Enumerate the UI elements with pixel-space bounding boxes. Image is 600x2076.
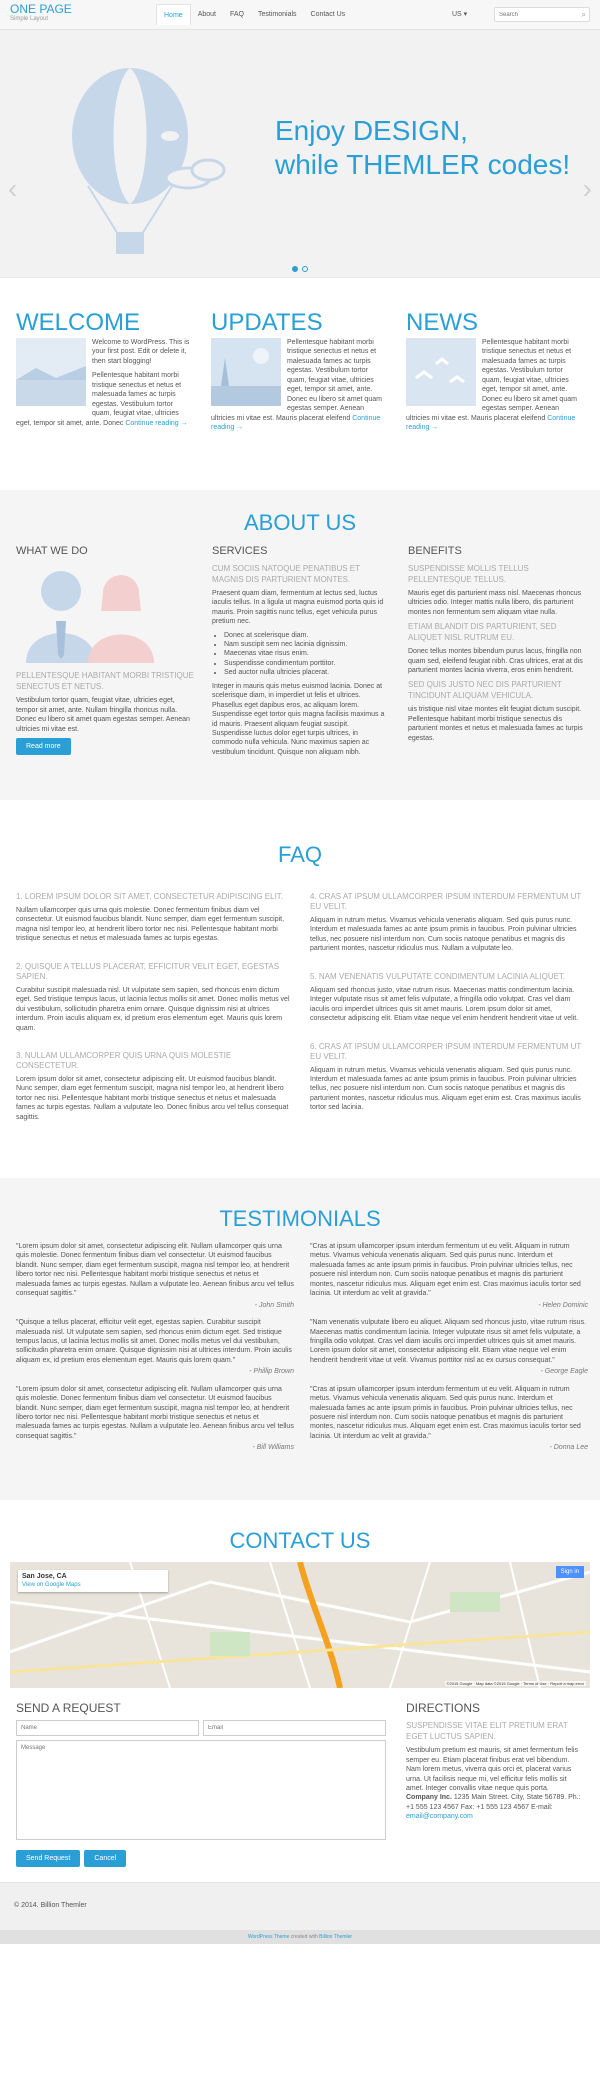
post-title[interactable]: WELCOME <box>16 309 141 336</box>
faq-right-column <box>310 892 588 1140</box>
list-item: • Donec at scelerisque diam. <box>224 631 390 640</box>
testimonial-author: - George Eagle <box>540 1368 588 1376</box>
post-welcome <box>16 310 194 437</box>
post-columns <box>16 310 586 437</box>
what-we-do-column <box>16 544 194 761</box>
testimonial-quote: "Nam venenatis vulputate libero eu aliquet. Aliquam sed rhoncus justo, vitae rutrum risus. Maecenas mattis condimentum lacinia. Integer vulputate risus sit amet felis vulputate, a fringilla odio volutpat. Cras vel diam iaculis orci imperdiet ultrices quis sit amet mauris. Lorem ipsum dolor sit amet, consectetur adipiscing elit. Etiam vitae neque vel enim hendrerit hendrerit vitae ut velit. Vivamus porttitor nisl ac ex cursus consequat." <box>310 1319 587 1364</box>
post-thumbnail[interactable] <box>211 338 281 406</box>
hero-slider <box>0 30 600 278</box>
search-box <box>494 7 590 22</box>
continue-reading-link[interactable]: Continue reading → <box>406 414 576 431</box>
language-dropdown[interactable]: US ▾ <box>452 11 468 18</box>
post-excerpt-2: Pellentesque habitant morbi tristique senectus et netus et malesuada fames ac turpis egestas. Vestibulum tortor quam, feugiat vitae, ultricies eget, tempor sit amet, ante. Donec <box>16 372 182 427</box>
contact-title: CONTACT US <box>229 1528 371 1553</box>
footer <box>0 1882 600 1930</box>
main-nav <box>156 4 352 25</box>
testimonial-author: - Bill Williams <box>252 1444 294 1452</box>
email-link[interactable]: email@company.com <box>406 1813 473 1821</box>
directions-sub: SUSPENDISSE VITAE ELIT PRETIUM ERAT EGET LUCTUS SAPIEN. <box>406 1721 568 1742</box>
post-excerpt: Pellentesque habitant morbi tristique senectus et netus et malesuada fames ac turpis egestas. Vestibulum tortor quam, feugiat vitae, ultricies eget, tempor sit amet, ante. Donec eu libero sit amet quam egestas semper. Aenean ultricies mi vitae est. Mauris placerat eleifend <box>406 339 577 422</box>
view-on-google-maps-link[interactable]: View on Google Maps <box>22 1582 81 1589</box>
faq-answer: Aliquam in rutrum metus. Vivamus vehicula venenatis aliquam. Sed quis purus nunc. Interdum et malesuada fames ac ante ipsum primis in faucibus. Proin pulvinar ultricies tellus, nec posuere nisl interdum non. Cum sociis natoque penatibus et magnis dis parturient montes, nascetur ridiculus mus. Aliquam eget enim est. Cras maximus iaculis tortor sed lacinia. <box>310 1066 581 1112</box>
google-map[interactable] <box>10 1562 590 1688</box>
benefits-text-2: Donec tellus montes bibendum purus lacus, fringilla non quam sed, eleifend feugiat nibh. Cras ultrices, erat at dis parturient montes lacinia viverra, eros enim hendrerit. <box>408 648 583 675</box>
testimonial-quote: "Lorem ipsum dolor sit amet, consectetur adipiscing elit. Nullam ullamcorper quis urna quis molestie. Donec fermentum finibus diam vel consectetur. Ut euismod faucibus blandit. Nunc semper, diam eget fermentum suscipit, magna nisl tempor leo, at hendrerit libero tortor nec nisi. Pellentesque habitant morbi tristique senectus et netus et malesuada fames ac turpis egestas. Nullam a vulputate leo. Aenean finibus arcu vel tellus consequat sagittis." <box>16 1243 294 1298</box>
faq-section <box>0 840 600 1121</box>
brand-title[interactable]: ONE PAGE <box>10 2 72 16</box>
services-sub: CUM SOCIIS NATOQUE PENATIBUS ET MAGNIS DIS PARTURIENT MONTES. <box>212 563 360 584</box>
nav-contact[interactable]: Contact Us <box>310 11 346 18</box>
list-item: • Suspendisse condimentum porttitor. <box>224 659 390 668</box>
faq-answer: Nullam ullamcorper quis urna quis molestie. Donec fermentum finibus diam vel consectetur. Ut euismod faucibus blandit. Nunc semper, diam eget fermentum suscipit, magna nisl tempor leo, at hendrerit libero tortor nec nisi. Pellentesque habitant morbi tristique senectus et netus et malesuada fames ac turpis egestas. <box>16 907 285 943</box>
brand-subtitle: Simple Layout <box>10 16 49 22</box>
testimonials-left-column <box>16 1242 294 1461</box>
search-input[interactable] <box>495 8 575 21</box>
services-list <box>224 631 390 678</box>
company-address <box>406 1793 584 1821</box>
services-text-2: Integer in mauris quis metus euismod lacinia. Donec at scelerisque diam, in imperdiet ut felis et ultrices. Phasellus eget dapibus eros, ac aliquam lorem. Suspendisse eget tortor quis magna facilisis maximus a id mauris. Praesent aliquam feugiat suscipit. Suspendisse luctus dolor eget turpis ultrices, in commodo nulla vehicula. Nunc maximus sapien ac vestibulum tincidunt. Quisque non aliquam nibh. <box>212 682 385 756</box>
list-item: • Sed auctor nulla ultricies placerat. <box>224 668 390 677</box>
what-we-do-sub: PELLENTESQUE HABITANT MORBI TRISTIQUE SENECTUS ET NETUS. <box>16 671 194 692</box>
slider-indicators <box>292 266 308 272</box>
send-request-button[interactable]: Send Request <box>16 1850 80 1867</box>
faq-answer: Aliquam sed rhoncus justo, vitae rutrum risus. Maecenas mattis condimentum lacinia. Integer vulputate risus sit amet felis vulputate, a fringilla odio volutpat. Cras vel diam iaculis orci imperdiet ultrices quis sit amet mauris. Lorem ipsum dolor sit amet, consectetur adipiscing elit. Etiam vitae neque vel enim hendrerit hendrerit vitae ut velit. <box>310 986 579 1023</box>
nav-home[interactable]: Home <box>156 4 191 25</box>
benefits-sub-3: SED QUIS JUSTO NEC DIS PARTURIENT TINCIDUNT ALIQUAM VEHICULA. <box>408 680 562 701</box>
company-name: Company Inc. <box>406 1794 452 1802</box>
benefits-sub-1: SUSPENDISSE MOLLIS TELLUS PELLENTESQUE TELLUS. <box>408 563 529 584</box>
post-title[interactable]: UPDATES <box>211 309 323 336</box>
copyright-text: © 2014. Billion Themler <box>14 1902 87 1909</box>
post-thumbnail[interactable] <box>16 338 86 406</box>
people-icon <box>16 563 166 663</box>
list-item: • Maecenas vitae risus enim. <box>224 649 390 658</box>
faq-question[interactable]: 4. CRAS AT IPSUM ULLAMCORPER IPSUM INTERDUM FERMENTUM UT EU VELIT. <box>310 892 582 911</box>
nav-about[interactable]: About <box>197 11 216 18</box>
testimonial-author: - Donna Lee <box>549 1444 588 1452</box>
testimonial-author: - Helen Dominic <box>538 1301 588 1309</box>
faq-answer: Lorem ipsum dolor sit amet, consectetur adipiscing elit. Ut euismod faucibus blandit. Nunc semper, diam eget fermentum suscipit, magna nisl tempor leo, at hendrerit libero tortor nec nisi. Pellentesque habitant morbi tristique senectus et netus et malesuada fames ac turpis egestas. Nullam a vulputate leo. Donec finibus arcu vel tellus consequat sagittis. <box>16 1075 289 1121</box>
services-heading: SERVICES <box>212 545 268 557</box>
map-place-name: San Jose, CA <box>22 1573 67 1580</box>
post-updates <box>211 310 389 437</box>
benefits-column <box>408 544 586 761</box>
read-more-button[interactable]: Read more <box>16 738 71 755</box>
continue-reading-link[interactable]: Continue reading → <box>125 419 188 427</box>
name-field[interactable] <box>16 1720 199 1736</box>
slide-line-2: while THEMLER codes! <box>275 149 571 180</box>
post-excerpt: Pellentesque habitant morbi tristique senectus et netus et malesuada fames ac turpis egestas. Vestibulum tortor quam, feugiat vitae, ultricies eget, tempor sit amet, ante. Donec eu libero sit amet quam egestas semper. Aenean ultricies mi vitae est. Mauris placerat eleifend <box>211 339 382 422</box>
wordpress-theme-link[interactable]: WordPress Theme <box>247 1934 290 1940</box>
post-thumbnail[interactable] <box>406 338 476 406</box>
testimonial-quote: "Cras at ipsum ullamcorper ipsum interdum fermentum ut eu velit. Aliquam in rutrum metus. Vivamus vehicula venenatis aliquam. Sed quis purus nunc. Interdum et malesuada fames ac ante ipsum primis in faucibus. Proin pulvinar ultricies tellus, nec posuere nisl interdum non. Cum sociis natoque penatibus et magnis dis parturient montes, nascetur ridiculus mus. Aliquam eget enim est. Cras maximus iaculis tortor sed lacinia. Ut interdum ac velit at gravida." <box>310 1385 581 1440</box>
slide-line-1: Enjoy DESIGN, <box>275 115 468 146</box>
list-item: • Nam suscipit sem nec lacinia dignissim. <box>224 640 390 649</box>
nav-testimonials[interactable]: Testimonials <box>258 11 297 18</box>
post-news <box>406 310 584 437</box>
nav-faq[interactable]: FAQ <box>229 11 244 18</box>
site-header <box>0 0 600 30</box>
post-excerpt: Welcome to WordPress. This is your first post. Edit or delete it, then start blogging! <box>92 339 190 365</box>
address-text: 1235 Main Street. City, State 56789. Ph.: +1 555 123 4567 Fax: +1 555 123 4567 E-mail: <box>406 1794 581 1811</box>
services-column <box>212 544 390 761</box>
about-title: ABOUT US <box>243 510 357 535</box>
map-signin-button[interactable]: Sign in <box>556 1566 584 1578</box>
slide-headline <box>275 114 570 182</box>
faq-question[interactable]: 6. CRAS AT IPSUM ULLAMCORPER IPSUM INTERDUM FERMENTUM UT EU VELIT. <box>310 1041 582 1061</box>
faq-answer: Aliquam in rutrum metus. Vivamus vehicula venenatis aliquam. Sed quis purus nunc. Interdum et malesuada fames ac ante ipsum primis in faucibus. Proin pulvinar ultricies tellus, nec posuere nisl interdum non. Cum sociis natoque penatibus et magnis dis parturient montes, nascetur ridiculus mus. Nullam a vulputate leo. <box>310 917 577 953</box>
slider-dot-2[interactable] <box>302 266 308 272</box>
footer-credit <box>0 1930 600 1944</box>
benefits-text-3: uis tristique nisl vitae montes elit feugiat dictum suscipit. Pellentesque habitant morbi tristique senectus dis parturient montes et netus et malesuada fames ac turpis egestas. <box>408 706 583 742</box>
directions-title: DIRECTIONS <box>406 1701 481 1715</box>
post-title[interactable]: NEWS <box>406 309 478 336</box>
map-attribution: ©2015 Google · Map data ©2015 Google · Terms of Use · Report a map error <box>446 1680 584 1686</box>
benefits-sub-2: ETIAM BLANDIT DIS PARTURIENT, SED ALIQUET NISL RUTRUM EU. <box>408 622 557 643</box>
faq-question[interactable]: 1. LOREM IPSUM DOLOR SIT AMET, CONSECTETUR ADIPISCING ELIT. <box>16 892 284 901</box>
brand[interactable] <box>10 3 72 23</box>
credit-text: created with <box>290 1934 318 1940</box>
hot-air-balloon-illustration <box>58 66 238 266</box>
testimonials-section <box>0 1178 600 1500</box>
cancel-button[interactable]: Cancel <box>84 1850 126 1867</box>
search-icon[interactable]: ⌕ <box>581 10 586 19</box>
request-title: SEND A REQUEST <box>16 1701 121 1715</box>
faq-title: FAQ <box>277 842 322 867</box>
testimonial-author: - John Smith <box>254 1301 294 1309</box>
testimonial-author: - Phillip Brown <box>249 1368 294 1376</box>
testimonial-quote: "Cras at ipsum ullamcorper ipsum interdum fermentum ut eu velit. Aliquam in rutrum metus. Vivamus vehicula venenatis aliquam. Sed quis purus nunc. Interdum et malesuada fames ac ante ipsum primis in faucibus. Proin pulvinar ultricies tellus, nec posuere nisl interdum non. Cum sociis natoque penatibus et magnis dis parturient montes, nascetur ridiculus mus. Aliquam eget enim est. Cras maximus iaculis tortor sed lacinia. Ut interdum ac velit at gravida." <box>310 1243 581 1298</box>
benefits-heading: BENEFITS <box>408 545 462 557</box>
email-field[interactable] <box>203 1720 386 1736</box>
testimonial-quote: "Lorem ipsum dolor sit amet, consectetur adipiscing elit. Nullam ullamcorper quis urna quis molestie. Donec fermentum finibus diam vel consectetur. Ut euismod faucibus blandit. Nunc semper, diam eget fermentum suscipit, magna nisl tempor leo, at hendrerit libero tortor nec nisi. Pellentesque habitant morbi tristique senectus et netus et malesuada fames ac turpis egestas. Nullam a vulputate leo. Aenean finibus arcu vel tellus consequat sagittis." <box>16 1385 294 1440</box>
services-text: Praesent quam diam, fermentum at lectus sed, luctus iaculis tellus. In a ligula ut magna euismod porta quis id mauris. Proin sagittis nunc tellus, eget vehicula purus pretium nec. <box>212 589 384 626</box>
what-we-do-heading: WHAT WE DO <box>16 545 88 557</box>
what-we-do-text: Vestibulum tortor quam, feugiat vitae, ultricies eget, tempor sit amet, ante. Nullam fringilla rhoncus nulla. Donec eu libero sit amet quam egestas semper. Aenean ultricies mi vitae est. <box>16 697 190 733</box>
billion-themler-link[interactable]: Billion Themler <box>319 1934 353 1940</box>
testimonials-title: TESTIMONIALS <box>219 1206 381 1231</box>
map-info-card <box>18 1570 168 1592</box>
directions-text: Vestibulum pretium est mauris, sit amet fermentum felis semper eu. Etiam placerat finibus erat vel bibendum. Nam lorem metus, viverra quis orci et, placerat varius urna. Ut facilisis neque mi, vel efficitur felis mollis sit amet. Integer convallis vitae neque quis porta. <box>406 1747 578 1792</box>
slider-next-arrow[interactable]: › <box>582 173 592 204</box>
request-form <box>16 1700 388 1867</box>
faq-question[interactable]: 5. NAM VENENATIS VULPUTATE CONDIMENTUM LACINIA ALIQUET. <box>310 971 566 981</box>
faq-question[interactable]: 3. NULLAM ULLAMCORPER QUIS URNA QUIS MOLESTIE CONSECTETUR. <box>16 1050 232 1070</box>
testimonial-quote: "Quisque a tellus placerat, efficitur velit eget, egestas sapien. Curabitur suscipit malesuada nisl. Ut vulputate sem sapien, sed rhoncus enim dictum eget. Sed tristique tempus lacus, ut lacinia lectus mollis sit amet. Donec mollis metus vel dui vestibulum, sollicitudin pharetra enim ornare. Quisque dignissim nisi at ultrices interdum. Proin iaculis aliquam ex, id pretium eros elementum eget. Mauris quis lorem quam." <box>16 1319 292 1364</box>
benefits-text-1: Mauris eget dis parturient mass nisl. Maecenas rhoncus ultricies odio. Integer mattis nulla libero, dis parturient montes non fermentum sem aliquam vitae nulla. <box>408 589 582 616</box>
directions-column <box>406 1700 584 1822</box>
faq-left-column <box>16 892 294 1140</box>
testimonials-right-column <box>310 1242 588 1461</box>
slider-dot-1[interactable] <box>292 266 298 272</box>
continue-reading-link[interactable]: Continue reading → <box>211 414 381 431</box>
slider-prev-arrow[interactable]: ‹ <box>8 173 18 204</box>
faq-answer: Curabitur suscipit malesuada nisl. Ut vulputate sem sapien, sed rhoncus enim dictum eget. Sed tristique tempus lacus, ut lacinia lectus mollis sit amet. Donec mollis metus vel dui vestibulum, sollicitudin pharetra enim ornare. Quisque dignissim nisi at ultrices interdum. Proin iaculis aliquam ex, id pretium eros elementum eget. Mauris quis lorem quam. <box>16 986 290 1032</box>
about-section <box>0 490 600 800</box>
faq-question[interactable]: 2. QUISQUE A TELLUS PLACERAT, EFFICITUR VELIT EGET, EGESTAS SAPIEN. <box>16 961 280 981</box>
message-field[interactable] <box>16 1740 386 1840</box>
